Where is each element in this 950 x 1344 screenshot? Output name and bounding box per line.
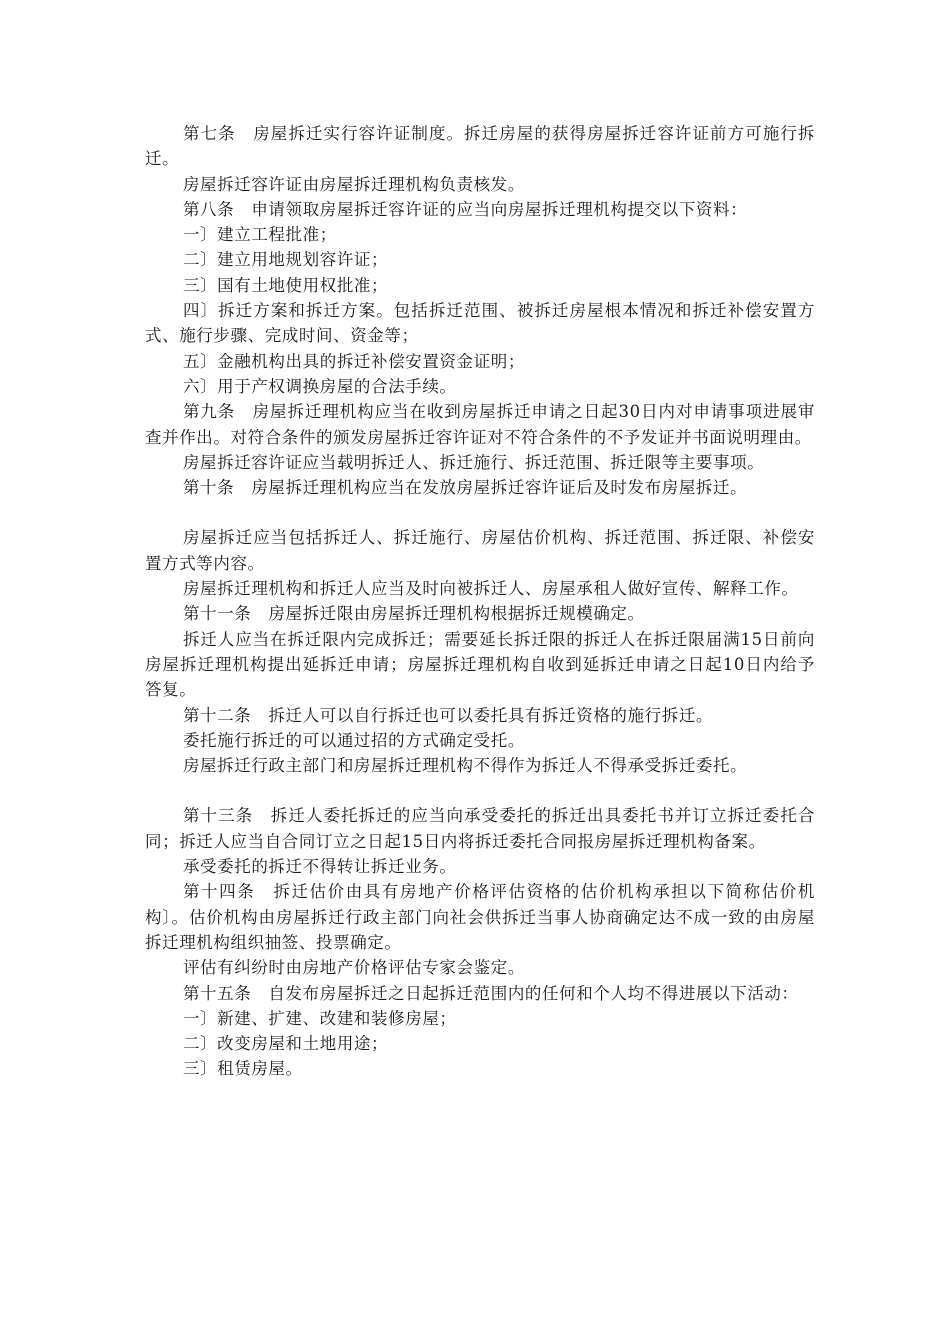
paragraph-article-11: 第十一条 房屋拆迁限由房屋拆迁理机构根据拆迁规模确定。 <box>182 604 645 624</box>
paragraph: 评估有纠纷时由房地产价格评估专家会鉴定。 <box>182 958 525 978</box>
paragraph: 拆迁人应当在拆迁限内完成拆迁；需要延长拆迁限的拆迁人在拆迁限届满15日前向房屋拆迁理机构提出延拆迁申请；房屋拆迁理机构自收到延拆迁申请之日起10日内给予答复。 <box>145 629 815 700</box>
list-item: 一〕新建、扩建、改建和装修房屋； <box>182 1008 457 1028</box>
list-item: 二〕建立用地规划容许证； <box>182 250 389 270</box>
list-item: 六〕用于产权调换房屋的合法手续。 <box>182 376 457 396</box>
paragraph: 房屋拆迁容许证由房屋拆迁理机构负责核发。 <box>182 174 525 194</box>
paragraph-article-14: 第十四条 拆迁估价由具有房地产价格评估资格的估价机构承担以下简称估价机构〕。估价机构由房屋拆迁行政主部门向社会供拆迁当事人协商确定达不成一致的由房屋拆迁理机构组织抽签、投票确定。 <box>145 882 815 952</box>
paragraph: 房屋拆迁理机构和拆迁人应当及时向被拆迁人、房屋承租人做好宣传、解释工作。 <box>182 579 799 599</box>
list-item: 二〕改变房屋和土地用途； <box>182 1034 389 1054</box>
paragraph: 承受委托的拆迁不得转让拆迁业务。 <box>182 857 457 877</box>
paragraph-article-12: 第十二条 拆迁人可以自行拆迁也可以委托具有拆迁资格的施行拆迁。 <box>182 705 714 725</box>
paragraph: 房屋拆迁行政主部门和房屋拆迁理机构不得作为拆迁人不得承受拆迁委托。 <box>182 756 748 776</box>
paragraph: 房屋拆迁容许证应当载明拆迁人、拆迁施行、拆迁范围、拆迁限等主要事项。 <box>182 452 765 472</box>
paragraph-article-9: 第九条 房屋拆迁理机构应当在收到房屋拆迁申请之日起30日内对申请事项进展审查并作出。对符合条件的颁发房屋拆迁容许证对不符合条件的不予发证并书面说明理由。 <box>145 402 815 447</box>
list-item: 三〕租赁房屋。 <box>182 1059 303 1079</box>
paragraph-article-10: 第十条 房屋拆迁理机构应当在发放房屋拆迁容许证后及时发布房屋拆迁。 <box>182 478 748 498</box>
paragraph-article-8: 第八条 申请领取房屋拆迁容许证的应当向房屋拆迁理机构提交以下资料： <box>182 199 748 219</box>
paragraph-article-13: 第十三条 拆迁人委托拆迁的应当向承受委托的拆迁出具委托书并订立拆迁委托合同；拆迁人应当自合同订立之日起15日内将拆迁委托合同报房屋拆迁理机构备案。 <box>145 806 815 851</box>
list-item: 三〕国有土地使用权批准； <box>182 275 389 295</box>
list-item: 四〕拆迁方案和拆迁方案。包括拆迁范围、被拆迁房屋根本情况和拆迁补偿安置方式、施行步骤、完成时间、资金等； <box>145 301 815 346</box>
paragraph: 委托施行拆迁的可以通过招的方式确定受托。 <box>182 730 525 750</box>
list-item: 一〕建立工程批准； <box>182 225 337 245</box>
paragraph-article-15: 第十五条 自发布房屋拆迁之日起拆迁范围内的任何和个人均不得进展以下活动： <box>182 983 799 1003</box>
paragraph-article-7: 第七条 房屋拆迁实行容许证制度。拆迁房屋的获得房屋拆迁容许证前方可施行拆迁。 <box>145 124 815 169</box>
paragraph: 房屋拆迁应当包括拆迁人、拆迁施行、房屋估价机构、拆迁范围、拆迁限、补偿安置方式等内容。 <box>145 528 815 573</box>
list-item: 五〕金融机构出具的拆迁补偿安置资金证明； <box>182 351 525 371</box>
document-body <box>145 121 815 1082</box>
